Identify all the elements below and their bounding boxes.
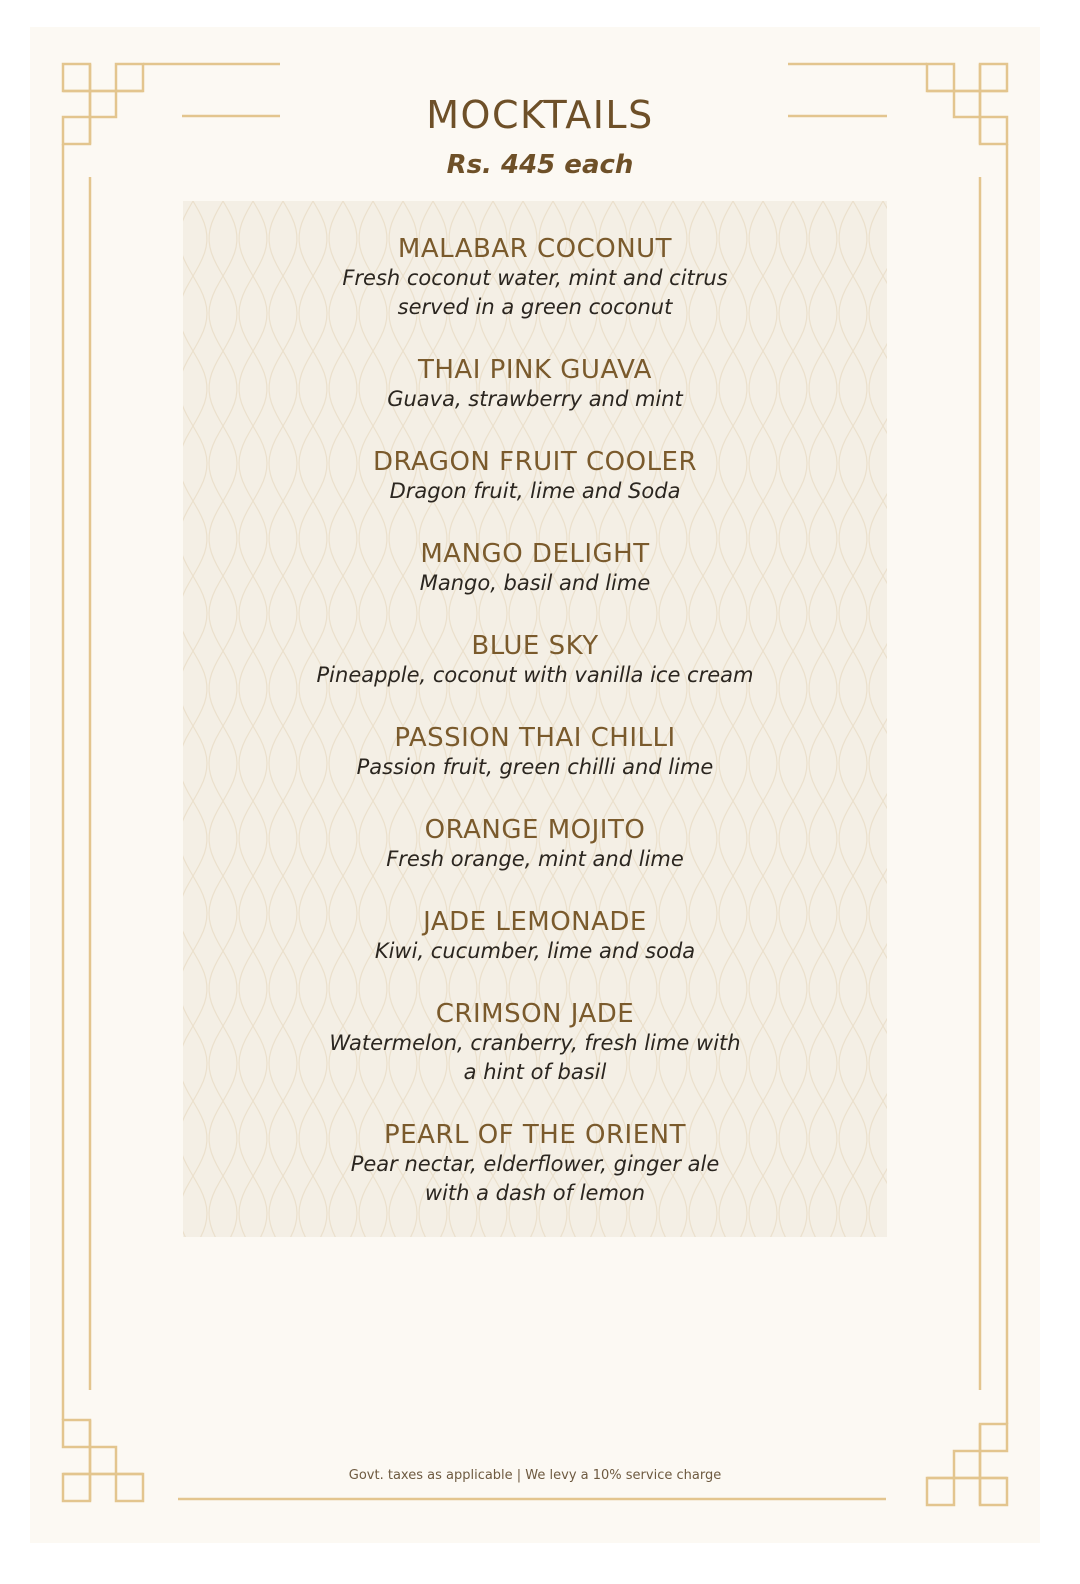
- menu-item: [183, 234, 887, 322]
- menu-item-name: CRIMSON JADE: [435, 999, 635, 1029]
- menu-item-description: Passion fruit, green chilli and lime: [356, 755, 714, 779]
- menu-item-name: ORANGE MOJITO: [424, 815, 646, 845]
- menu-item: [183, 539, 887, 598]
- menu-item-name: THAI PINK GUAVA: [418, 355, 652, 385]
- menu-item: [183, 631, 887, 690]
- menu-item-name: BLUE SKY: [471, 631, 599, 661]
- menu-item-name: MANGO DELIGHT: [420, 539, 650, 569]
- menu-item: [183, 907, 887, 966]
- menu-item-description: Pineapple, coconut with vanilla ice cream: [316, 663, 754, 687]
- menu-item-description: Watermelon, cranberry, fresh lime with a hint of basil: [329, 1031, 741, 1084]
- menu-item: [183, 447, 887, 506]
- menu-item-description: Pear nectar, elderflower, ginger ale with a dash of lemon: [350, 1152, 720, 1205]
- menu-item: [183, 999, 887, 1087]
- menu-item: [183, 355, 887, 414]
- menu-item-name: PEARL OF THE ORIENT: [384, 1120, 686, 1150]
- menu-item-description: Fresh orange, mint and lime: [386, 847, 684, 871]
- menu-price: Rs. 445 each: [446, 150, 634, 180]
- menu-item-description: Mango, basil and lime: [419, 571, 651, 595]
- menu-item-description: Guava, strawberry and mint: [387, 387, 683, 411]
- footer-note: Govt. taxes as applicable | We levy a 10% service charge: [348, 1468, 722, 1483]
- menu-item-description: Fresh coconut water, mint and citrus served in a green coconut: [342, 266, 728, 319]
- menu-item-name: DRAGON FRUIT COOLER: [372, 447, 698, 477]
- menu-item-name: PASSION THAI CHILLI: [394, 723, 676, 753]
- menu-title: MOCKTAILS: [426, 93, 654, 137]
- menu-item: [183, 723, 887, 782]
- menu-item: [183, 815, 887, 874]
- menu-item: [183, 1120, 887, 1208]
- menu-item-name: MALABAR COCONUT: [397, 234, 673, 264]
- items-panel: [183, 201, 887, 1237]
- menu-item-name: JADE LEMONADE: [423, 907, 647, 937]
- menu-item-description: Kiwi, cucumber, lime and soda: [374, 939, 696, 963]
- menu-item-description: Dragon fruit, lime and Soda: [389, 479, 681, 503]
